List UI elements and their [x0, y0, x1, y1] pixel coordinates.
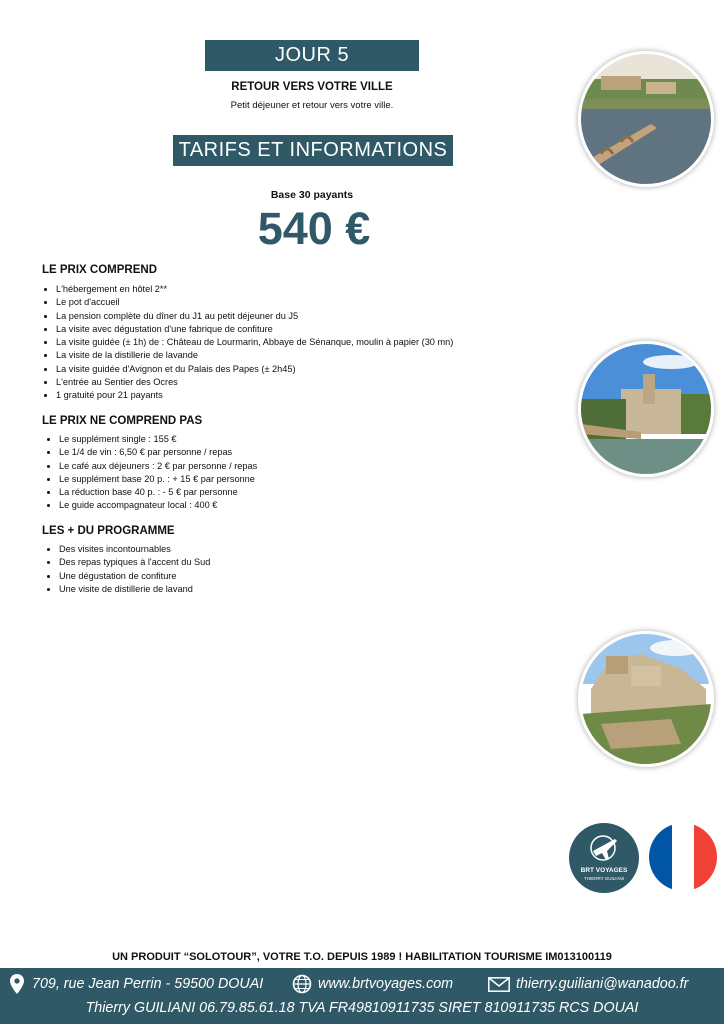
list-item: • L'hébergement en hôtel 2**: [56, 283, 453, 296]
french-flag-icon: [649, 823, 717, 891]
list-item: • Le guide accompagnateur local : 400 €: [59, 499, 257, 512]
plus-heading: LES + DU PROGRAMME: [42, 525, 175, 537]
footer: [0, 968, 724, 1024]
list-item: • La visite guidée d'Avignon et du Palais des Papes (± 2h45): [56, 363, 453, 376]
list-item: • La visite avec dégustation d'une fabrique de confiture: [56, 323, 453, 336]
airplane-icon: [589, 831, 619, 865]
list-item: • Le supplément base 20 p. : + 15 € par personne: [59, 473, 257, 486]
footer-legal: Thierry GUILIANI 06.79.85.61.18 TVA FR49810911735 SIRET 810911735 RCS DOUAI: [85, 1000, 639, 1016]
comprend-heading: LE PRIX COMPREND: [42, 264, 158, 276]
list-item: • Le 1/4 de vin : 6,50 € par personne / repas: [59, 446, 257, 459]
base-label: Base 30 payants: [270, 189, 354, 201]
envelope-icon: [488, 977, 510, 992]
list-item: • La visite guidée (± 1h) de : Château de Lourmarin, Abbaye de Sénanque, moulin à papier (30 mn): [56, 336, 453, 349]
logo-name: BRT VOYAGES: [580, 867, 628, 874]
flag-band-blue: [649, 823, 672, 891]
list-item: • Le café aux déjeuners : 2 € par personne / repas: [59, 460, 257, 473]
list-item: • Le pot d'accueil: [56, 296, 453, 309]
photo-palais-des-papes: [578, 341, 714, 477]
photo-gordes-village: [578, 631, 714, 767]
comprend-list: [42, 283, 453, 403]
footer-website-link[interactable]: www.brtvoyages.com: [318, 976, 454, 992]
list-item: • L'entrée au Sentier des Ocres: [56, 376, 453, 389]
list-item: • Une visite de distillerie de lavand: [59, 583, 210, 596]
brt-voyages-logo: [569, 823, 639, 893]
list-item: • Des repas typiques à l'accent du Sud: [59, 556, 210, 569]
tagline: UN PRODUIT “SOLOTOUR”, VOTRE T.O. DEPUIS 1989 ! HABILITATION TOURISME IM013100119: [112, 951, 612, 963]
list-item: • La visite de la distillerie de lavande: [56, 349, 453, 362]
list-item: • Des visites incontournables: [59, 543, 210, 556]
list-item: • 1 gratuité pour 21 payants: [56, 389, 453, 402]
ne-comprend-pas-list: [45, 433, 257, 513]
location-pin-icon: [10, 974, 24, 994]
logo-subtitle: THIERRY GUILIANI: [583, 876, 625, 881]
jour-banner: JOUR 5: [205, 40, 419, 71]
jour-title: RETOUR VERS VOTRE VILLE: [231, 81, 393, 93]
jour-text: Petit déjeuner et retour vers votre ville.: [230, 100, 394, 111]
list-item: • Une dégustation de confiture: [59, 570, 210, 583]
price: 540 €: [257, 203, 371, 254]
list-item: • Le supplément single : 155 €: [59, 433, 257, 446]
plus-list: [45, 543, 210, 596]
flag-band-red: [694, 823, 717, 891]
flag-band-white: [672, 823, 695, 891]
photo-avignon-bridge: [578, 51, 714, 187]
ne-comprend-pas-heading: LE PRIX NE COMPREND PAS: [42, 415, 203, 427]
list-item: • La pension complète du dîner du J1 au petit déjeuner du J5: [56, 310, 453, 323]
footer-email-link[interactable]: thierry.guiliani@wanadoo.fr: [516, 976, 689, 992]
footer-address: 709, rue Jean Perrin - 59500 DOUAI: [32, 976, 264, 992]
list-item: • La réduction base 40 p. : - 5 € par personne: [59, 486, 257, 499]
globe-icon: [292, 974, 312, 994]
tarifs-banner: TARIFS ET INFORMATIONS: [173, 135, 453, 166]
